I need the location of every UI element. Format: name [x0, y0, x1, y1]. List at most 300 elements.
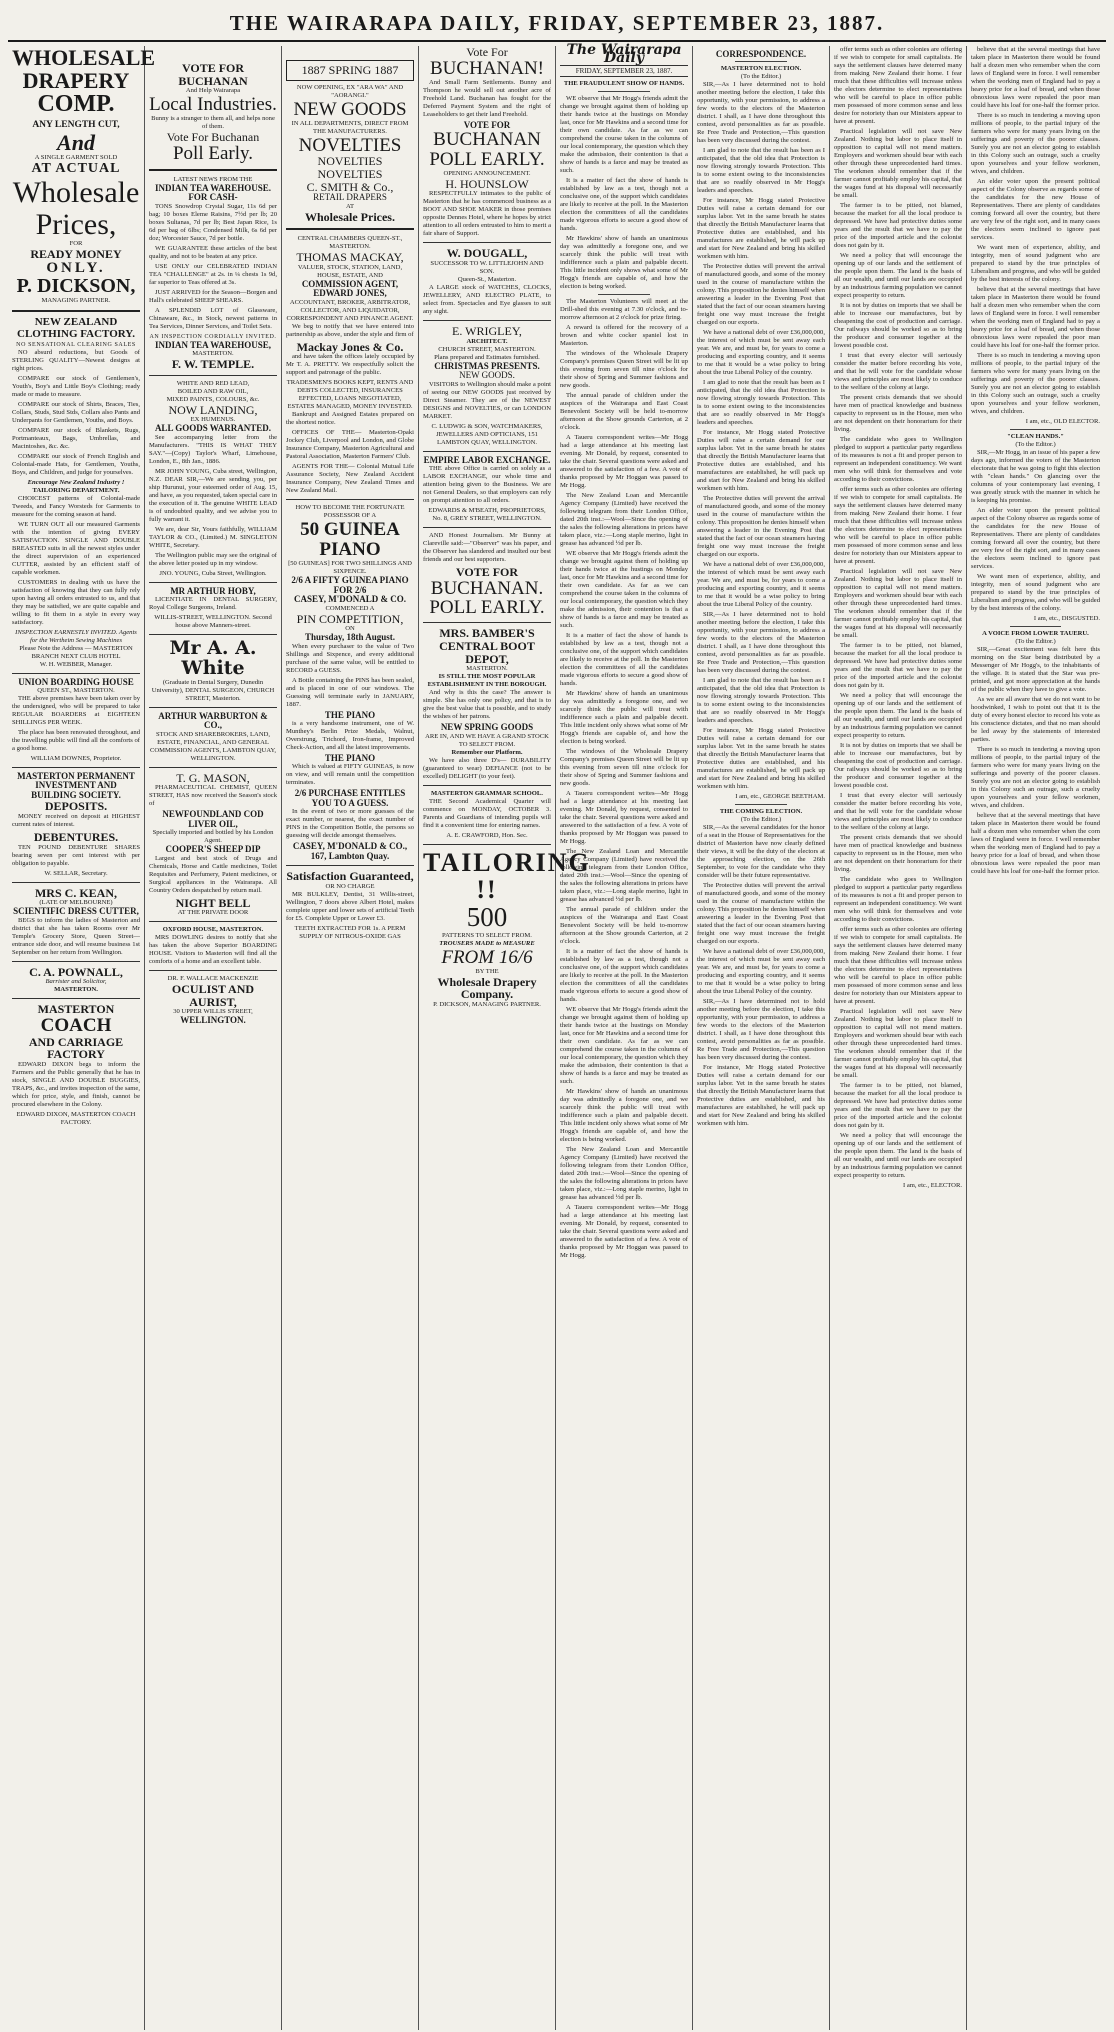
ad-only: ONLY.: [46, 259, 106, 276]
buchanan-2: BUCHANAN: [433, 128, 541, 150]
trousers-made: TROUSERS MADE to MEASURE: [439, 939, 535, 947]
paper-nameplate: The Wairarapa Daily: [566, 42, 682, 66]
news-windows: The windows of the Wholesale Drapery Company's premises Queen Street will be lit up this evening from seven till nine o'clock for their show of Spring and Summer fashions and new goods.: [560, 350, 688, 389]
wrigley-plans: Plans prepared and Estimates furnished.: [434, 353, 540, 361]
divider: [149, 169, 277, 171]
debentures-heading: DEBENTURES.: [33, 829, 119, 844]
lambton-quay: 167, Lambton Quay.: [310, 850, 390, 861]
letter2-para-1-repeat: The Protective duties will prevent the arrival of manufactured goods, and some of the money used in the course of manufacture within the colony. This proposition he denies himself when answering a leader in the Evening Post that stated that the fact of our ocean steamers having freight one way must increase the freight charged on our exports.: [697, 882, 825, 945]
news-parade-repeat: The annual parade of children under the auspices of the Wairarapa and East Coast Benevolent Society will be held to-morrow afternoon at the Show grounds Carterton, at 2 o'clock.: [560, 906, 688, 945]
disgusted-signoff: I am, etc., DISGUSTED.: [1033, 615, 1100, 622]
clothing-para-4: COMPARE our stock of Blankets, Rugs, Portmanteaux, Bags, Umbrellas, and Macintoshes, &c. &c.: [12, 426, 140, 450]
indian-tea-warehouse-2: INDIAN TEA WAREHOUSE,: [155, 339, 271, 350]
letter4-para-1: believe that at the several meetings that have taken place in Masterton there would be found half a dozen men who remember when the corn laws of England were in force. I well remember when the working men of England had to pay a heavy price for a loaf of bread, and when those obnoxious laws were repealed the poor man could have his loaf for one-half the former price.: [971, 46, 1100, 109]
mason-heading: T. G. MASON,: [176, 770, 250, 785]
kean-sub: (LATE OF MELBOURNE): [39, 899, 113, 907]
letter3-para-9: The candidate who goes to Wellington pledged to support a particular party regardless of its measures is not a fit and proper person to represent an independent constituency. We want men who will think for themselves and vote according to their convictions.: [834, 436, 962, 483]
vote-for-2: VOTE FOR: [463, 119, 511, 130]
news-volunteers: The Masterton Volunteers will meet at the Drill-shed this evening at 7.30 o'clock, and to-morrow afternoon at 2 o'clock for prize firing.: [560, 298, 688, 321]
boiled-raw-oil: BOILED AND RAW OIL,: [177, 387, 249, 395]
architect: ARCHITECT.: [466, 337, 508, 345]
hounslow-para: RESPECTFULLY intimates to the public of Masterton that he has commenced business as a BOOT AND SHOE MAKER in those premises opposite Dennes Hotel, where he hopes by strict attention to all orders entrusted to him to merit a fair share of Support.: [423, 190, 551, 238]
pin-competition: PIN COMPETITION,: [296, 611, 404, 626]
ad-and: And: [57, 130, 95, 156]
clean-hands-para-repeat: An elder voter upon the present political aspect of the Colony observe as regards some of the candidates for the new House of Representatives. There are plenty of candidates coming forward all over the country, but there are very few of the right sort, and in many cases the electors seem inclined to ignore past services.: [971, 507, 1100, 570]
mackay-heading: THOMAS MACKAY,: [296, 250, 404, 265]
inspection-cordially: AN INSPECTION CORDIALLY INVITED.: [149, 333, 277, 340]
letter3-para-2-repeat-2: Practical legislation will not save New Zealand. Nothing but labor to place itself in opposition to capital will not mend matters. Employers and workmen should bear with each other through these unprecedented hard times. The workmen should remember that if the farmer cannot profitably employ his capital, that the wages fund at his disposal will necessarily be small.: [834, 1008, 962, 1079]
vote-for-3: VOTE FOR: [455, 564, 519, 579]
tea-para-4: JUST ARRIVED for the Season—Borgen and Hall's celebrated SHEEP SHEARS.: [149, 288, 277, 304]
coopers-sheep-dip: COOPER'S SHEEP DIP: [165, 844, 261, 855]
letter1-para-4-repeat: For instance, Mr Hogg stated Protective Duties will raise a certain demand for our surplus labor. Yet in the same breath he states that directly the British Manufacturer learns that Protective duties are established, and his manufactures are established, he will pack up and start for New Zealand and bring his skilled workmen with him.: [697, 429, 825, 492]
retail-drapers: RETAIL DRAPERS: [313, 192, 387, 203]
divider: [12, 310, 140, 312]
letter4-para-4: We want men of experience, ability, and integrity, men of sound judgment who are prepared to stand by the true principles of Liberalism and progress, and who will be guided by the best interests of the colony.: [971, 244, 1100, 283]
the-piano-2: THE PIANO: [324, 753, 376, 763]
vote-for-buchanan-2: Vote For Buchanan: [166, 130, 260, 145]
hoby-para: LICENTIATE IN DENTAL SURGERY, Royal College Surgeons, Ireland.: [149, 596, 277, 612]
letter3-para-3: The farmer is to be pitied, not blamed, because the market for all the local produce is depressed. We have had protective duties some years and the result that we have to pay the price of the imported article and the colonist does not gain by it.: [834, 202, 962, 249]
dress-cutter-heading: SCIENTIFIC DRESS CUTTER,: [13, 906, 139, 917]
warranted-para-4: The Wellington public may see the original of the above letter posted up in my window.: [149, 551, 277, 567]
hoby-address: WILLIS-STREET, WELLINGTON. Second house above Manners-street.: [154, 614, 272, 630]
divider: [286, 499, 414, 500]
letter3-para-4-repeat: We need a policy that will encourage the opening up of our lands and the settlement of the people upon them. The land is the basis of all our wealth, and until our lands are occupied by an industrious farming population we cannot expect prosperity to return.: [834, 692, 962, 739]
ad-wholesale-word: Wholesale: [12, 176, 140, 210]
ludwig-para-1: VISITORS to Wellington should make a point of seeing our NEW GOODS just received by Direct Steamer. They are of the NEWEST DESIGNS and NOVELTIES, or can LONDON MARKET.: [423, 380, 551, 420]
divider: [12, 998, 140, 999]
pownall-town: MASTERTON.: [54, 986, 98, 994]
divider: [12, 767, 140, 768]
news-wool: The New Zealand Loan and Mercantile Agency Company (Limited) have received the following telegram from their London Office, dated 20th inst.:—Wool—Since the opening of the sales the following alterations in prices have taken place, viz.:—Long staple merino, light in grease has advanced ½d per lb.: [560, 492, 688, 547]
coach-heading-2: COACH: [40, 1014, 112, 1036]
smith-heading: C. SMITH & Co.,: [306, 179, 394, 194]
coach-heading-1: MASTERTON: [37, 1002, 115, 1017]
address-note: Please Note the Address — MASTERTON BRANCH NEXT CLUB HOTEL: [19, 644, 133, 660]
coming-election-heading: THE COMING ELECTION.: [719, 808, 803, 815]
divider: [12, 673, 140, 674]
all-goods-warranted: ALL GOODS WARRANTED.: [154, 423, 272, 434]
deposits-heading: DEPOSITS.: [44, 799, 108, 814]
patterns-select: PATTERNS TO SELECT FROM.: [442, 931, 532, 939]
tailoring-para-1: CHOICEST patterns of Colonial-made Tweeds, and Fancy Worsteds for Garments to measure for the coming season at hand.: [12, 494, 140, 518]
clean-hands-para-repeat-2: We want men of experience, ability, and integrity, men of sound judgment who are prepared to stand by the true principles of Liberalism and progress, and who will be guided by the best interests of the colony.: [971, 573, 1100, 612]
divider: [149, 634, 277, 635]
news-parade: The annual parade of children under the auspices of the Wairarapa and East Coast Benevolent Society will be held to-morrow afternoon at the Show grounds Carterton, at 2 o'clock.: [560, 392, 688, 431]
tea-para-2: WE GUARANTEE these articles of the best quality, and not to be beaten at any price.: [149, 244, 277, 260]
pownall-title: Barrister and Solicitor,: [45, 978, 107, 986]
letter4-para-3: An elder voter upon the present political aspect of the Colony observe as regards some of the candidates for the new House of Representatives. There are plenty of candidates coming forward all over the country, but there are very few of the right sort, and in many cases the electors seem inclined to ignore past services.: [971, 178, 1100, 241]
letter1-para-5-repeat: The Protective duties will prevent the arrival of manufactured goods, and some of the money used in the course of manufacture within the colony. This proposition he denies himself when answering a leader in the Evening Post that stated that the fact of our ocean steamers having freight one way must increase the freight charged on our exports.: [697, 495, 825, 558]
night-bell: NIGHT BELL: [175, 895, 251, 910]
purchase-entitles: 2/6 PURCHASE ENTITLES YOU TO A GUESS.: [294, 788, 406, 808]
thursday-18th: Thursday, 18th August.: [304, 632, 396, 643]
ad-single-garment: A SINGLE GARMENT SOLD: [34, 154, 118, 162]
editorial-para-2: It is a matter of fact the show of hands is established by law as a test, though not a conclusive one, of the support which candidates are likely to receive at the poll. In the Masterton election the committees of all the candidates made vigorous efforts to secure a good show of hands.: [560, 177, 688, 232]
agents-para: AGENTS FOR THE— Colonial Mutual Life Assurance Society, New Zealand Accident Insurance Company, New Zealand Times and New Zealand Mail.: [286, 463, 414, 495]
new-goods-2: NEW GOODS.: [459, 370, 515, 381]
mason-para-2: Specially imported and bottled by his London Agent.: [152, 829, 274, 845]
fifty-guineas: [50 GUINEAS] FOR TWO SHILLINGS AND SIXPENCE.: [288, 560, 412, 576]
letter3-para-3-repeat-2: The farmer is to be pitied, not blamed, because the market for all the local produce is depressed. We have had protective duties some years and the result that we have to pay the price of the imported article and the colonist does not gain by it.: [834, 1082, 962, 1129]
ad-drapery-heading: DRAPERY: [22, 68, 130, 94]
ad-any-length: ANY LENGTH CUT,: [32, 120, 120, 131]
letter3-para-4: We need a policy that will encourage the opening up of our lands and the settlement of the people upon them. The land is the basis of all our wealth, and until our lands are occupied by an industrious farming population we cannot expect prosperity to return.: [834, 252, 962, 299]
small-farm-para: And Small Farm Settlements. Bunny and Thompson he would sell out another acre of Freehold Land. Buchanan has fought for the Deferred Payment System and the right of Leaseholders to get their land Freehold.: [423, 78, 551, 118]
letter3-para-7: The present crisis demands that we should have men of practical knowledge and business capacity to represent us in the House, men who are not dependent on their honorarium for their living.: [834, 394, 962, 433]
divider: [149, 970, 277, 971]
piano-para-3: In the event of two or more guesses of the exact number, or nearest, the exact number of PINS in the Competition Bottle, the persons so guessing will decide amongst themselves.: [286, 808, 414, 840]
divider: [149, 921, 277, 922]
divider: [423, 527, 551, 528]
pin-para-2: A Bottle containing the PINS has been sealed, and is placed in one of our windows. The Guessing will terminate early in JANUARY, 1887.: [286, 676, 414, 708]
divider: [12, 961, 140, 962]
crawford: A. E. CRAWFORD, Hon. Sec.: [446, 831, 528, 839]
ad-at-actual: AT ACTUAL: [31, 161, 121, 177]
for-cash: FOR CASH-: [188, 192, 238, 203]
local-industries: Local Industries.: [149, 94, 277, 116]
temple-heading: F. W. TEMPLE.: [171, 356, 255, 371]
divider: [1010, 626, 1062, 627]
mackay-jones-heading: Mackay Jones & Co.: [296, 339, 404, 354]
letter4-para-2: There is so much in tendering a moving upon millions of people, to the partial injury of the farmers who were for many years living on the sufferings and poverty of the poorer classes. Surely you are not an elector going to establish in this Colony such an outrage, such a cruelty upon yourselves and your fellow workmen, wives, and children.: [971, 112, 1100, 175]
letter1-para-5: We have a national debt of over £36,000,000, the interest of which must be sent away each year. We are, and must be, for years to come a producing and exporting country, and it seems to me that it would be a wise policy to bring about the true Liberal Policy of the country.: [697, 329, 825, 376]
ad-for: FOR: [69, 240, 83, 248]
deposits-para: MONEY received on deposit at HIGHEST current rates of interest.: [12, 812, 140, 828]
three-ds: We have also three D's— DURABILITY (guaranteed to wear) DEFIANCE (not to be excelled) DELIGHT (to your feet).: [423, 756, 551, 780]
clothing-para-1: NO absurd reductions, but Goods of STERLING QUALITY—Newest designs at right prices.: [12, 348, 140, 372]
no-sensational-sales: NO SENSATIONAL CLEARING SALES: [16, 341, 136, 348]
vote-for-heading: Vote For: [466, 45, 508, 59]
dixon-para: EDWARD DIXON begs to inform the Farmers and the Public generally that he has in stock, SINGLE AND DOUBLE BUGGIES, TRAPS, &c., and invites inspection of the same, which for price, style, and finish, cannot be procured elsewhere in the Colony.: [12, 1060, 141, 1108]
to-editor-4: (To the Editor.): [1015, 638, 1056, 645]
ad-dickson: P. DICKSON,: [16, 275, 136, 298]
oculist-wellington: WELLINGTON.: [180, 1015, 246, 1026]
hounslow-heading: H. HOUNSLOW: [445, 176, 529, 191]
from-16-6: FROM 16/6: [441, 946, 533, 968]
at-word: AT: [345, 202, 355, 210]
dowling-para: MRS DOWLING desires to notify that she has taken the above Superior BOARDING HOUSE. Visitors to Masterton will find all the comforts of a home and an excellent table.: [149, 934, 277, 966]
dixon-signoff: EDWARD DIXON, MASTERTON COACH FACTORY.: [16, 1110, 136, 1126]
pin-para-1: When every purchaser to the value of Two Shillings and Sixpence, and every additional purchase of the same value, will be entitled to RECORD a GUESS.: [286, 642, 414, 674]
letter4-para-1-repeat: believe that at the several meetings that have taken place in Masterton there would be found half a dozen men who remember when the corn laws of England were in force. I well remember when the working men of England had to pay a heavy price for a loaf of bread, and when those obnoxious laws were repealed the poor man could have his loaf for one-half the former price.: [971, 286, 1100, 349]
tradesmen-para: TRADESMEN'S BOOKS KEPT, RENTS AND DEBTS COLLECTED, INSURANCES EFFECTED, LOANS NEGOTIATED, ESTATES MANAGED, MONEY INVESTED.: [286, 379, 414, 411]
letter3-para-2: Practical legislation will not save New Zealand. Nothing but labor to place itself in opposition to capital will not mend matters. Employers and workmen should bear with each other through these unprecedented hard times. The workmen should remember that if the farmer cannot profitably employ his capital, that the wages fund at his disposal will necessarily be small.: [834, 128, 962, 199]
editorial-para-1: WE observe that Mr Hogg's friends admit the change we brought against them of holding up their hands twice at the hustings on Monday last, once for Mr Hawkins and a second time for their own candidate. As far as we can comprehend the course taken in the columns of our local contemporary, the question which they make the admission, their contention is that a show of hands is a farce and may be treated as such.: [560, 95, 688, 174]
how-to-become: HOW TO BECOME THE FORTUNATE POSSESSOR OF A: [295, 504, 405, 520]
encourage-nz-industry: Encourage New Zealand Industry !: [27, 478, 125, 486]
spring-1887-heading: 1887 SPRING 1887: [286, 60, 414, 81]
novelties-sub: NOVELTIES NOVELTIES: [317, 154, 383, 182]
letter2-para-2-repeat: We have a national debt of over £36,000,000, the interest of which must be sent away each year. We are, and must be, for years to come a producing and exporting country, and it seems to me that it would be a wise policy to bring about the true Liberal Policy of the country.: [697, 948, 825, 995]
oculist-heading: OCULIST AND AURIST,: [171, 982, 255, 1009]
opening-announcement: OPENING ANNOUNCEMENT.: [443, 169, 531, 177]
mason-para-3: Largest and best stock of Drugs and Chemicals, Horse and Cattle medicines, Toilet Requisites and Perfumery, Patent medicines, or Surgical appliances in the Wairarapa. All Country Orders despatched by return mail.: [149, 854, 277, 894]
help-wairarapa: And Help Wairarapa: [185, 87, 241, 95]
letter3-para-5: It is not by duties on imports that we shall be able to increase our manufactures, but by cheapening the cost of production and carriage. Our railways should be worked so as to bring the producer and consumer together at the lowest possible cost.: [834, 302, 962, 349]
divider: [149, 582, 277, 583]
divider: [423, 451, 551, 452]
five-hundred: 500: [466, 902, 508, 933]
letter3-para-6-repeat: I trust that every elector will seriously consider the matter before recording his vote, and that he will vote for the candidate whose views and principles are most likely to conduce to the welfare of the colony at large.: [834, 792, 962, 831]
inspection-invited: INSPECTION EARNESTLY INVITED. Agents for the Wertheim Sewing Machines: [15, 628, 137, 644]
warranted-para-3: We are, dear Sir, Yours faithfully, WILLIAM TAYLOR & CO., (Limited.) M. SINGLETON WHITE, Secretary.: [149, 525, 277, 549]
taueru-para-1: SIR,—Great excitement was felt here this morning on the Star being distributed by a Messenger of Mr Hogg's, to the inhabitants of the village. It is stated that the Star was pre-printed, and got more appreciation at the hands of the public when they have to give a vote.: [971, 646, 1100, 693]
letter3-para-9-repeat: The candidate who goes to Wellington pledged to support a particular party regardless of its measures is not a fit and proper person to represent an independent constituency. We want men who will think for themselves and vote according to their convictions.: [834, 876, 962, 923]
news-taueru: A Taueru correspondent writes—Mr Hogg had a large attendance at his meeting last evening. Mr Donald, by request, consented to take the chair. Several questions were asked and answered to the satisfaction of a few. A vote of thanks proposed by Mr Hoggan was passed to Mr Hogg.: [560, 434, 688, 489]
editorial-para-4-repeat: It is a matter of fact the show of hands is established by law as a test, though not a conclusive one, of the support which candidates are likely to receive at the poll. In the Masterton election the committees of all the candidates made vigorous efforts to secure a good show of hands.: [560, 948, 688, 1003]
poll-early-2: POLL EARLY.: [429, 148, 545, 170]
building-society-heading: MASTERTON PERMANENT INVESTMENT AND BUILDING SOCIETY.: [17, 771, 135, 800]
letter1-para-2-repeat: I am glad to note that the result has been as I anticipated, that the old idea that Protection is now flowing strongly towards Protection. This is to some extent owing to the inconsistencies that are so readily observed in Mr Hogg's leaders and speeches.: [697, 379, 825, 426]
letter1-para-1: SIR,—As I have determined not to hold another meeting before the election, I take this opportunity, with your permission, to address a few words to the electors of the Masterton district. I shall, as I have done throughout this contest, avoid personalities as far as possible. Re Free Trade and Protection,—This question has been very discussed during the contest.: [697, 81, 825, 144]
letter3-para-4-repeat-2: We need a policy that will encourage the opening up of our lands and the settlement of the people upon them. The land is the basis of all our wealth, and until our lands are occupied by an industrious farming population we cannot expect prosperity to return.: [834, 1132, 962, 1179]
bamber-town: MASTERTON.: [466, 665, 508, 673]
debentures-para: TEN POUND DEBENTURE SHARES bearing seven per cent interest with per obligation to payable.: [12, 843, 140, 867]
offices-para: OFFICES OF THE— Masterton-Opaki Jockey Club, Liverpool and London, and Globe Insurance Company, Masterton Agricultural and Pastoral Association, Masterton Farmers' Club.: [286, 429, 414, 461]
warburton-details: STOCK AND SHAREBROKERS, LAND, ESTATE, FINANCIAL, AND GENERAL COMMISSION AGENTS, LAMBTON QUAY, WELLINGTON.: [149, 730, 277, 762]
column-7: [830, 46, 967, 2030]
cod-liver-oil: NEWFOUNDLAND COD LIVER OIL,: [162, 809, 264, 829]
to-editor-2: (To the Editor.): [740, 816, 782, 823]
old-elector-signoff: I am, etc., OLD ELECTOR.: [1025, 418, 1100, 425]
beetham-signoff: I am, etc., GEORGE BEETHAM.: [735, 793, 825, 800]
divider: [1010, 429, 1062, 430]
dougall-para: A LARGE stock of WATCHES, CLOCKS, JEWELLERY, AND ELECTRO PLATE, to select from. Spectacles and Eye glasses to suit any sight.: [423, 284, 551, 316]
most-popular: IS STILL THE MOST POPULAR ESTABLISHMENT IN THE BOROUGH.: [427, 673, 547, 689]
taueru-para-2: As we are all aware that we do not want to be hoodwinked, I wish to point out that it is the duty of every honest elector to record his vote as his conscience dictates, and that no man should be led away by the statements of interested parties.: [971, 696, 1100, 743]
central-chambers: CENTRAL CHAMBERS QUEEN-ST., MASTERTON.: [297, 235, 403, 251]
clean-hands-heading: "CLEAN HANDS.": [1007, 433, 1064, 440]
elector-signoff: I am, etc., ELECTOR.: [902, 1182, 962, 1189]
divider: [149, 767, 277, 768]
poll-early-3: POLL EARLY.: [429, 597, 545, 619]
tea-para-1: TONS Snowdrop Crystal Sugar, 11s 6d per bag; 10 boxes Eleme Raisins, 7½d per lb; 20 boxes Sultanas, 7d per lb; Best Japan Rice, 1s 6d per bag of 6lbs; Condensed Milk, 6s 6d per doz; Worcester Sauce, 7d per bottle.: [149, 202, 277, 242]
column-5: [556, 42, 693, 2030]
letter2-para-1: SIR,—As the several candidates for the honor of a seat in the House of Representatives for the district of Masterton have now clearly defined their views, it will be the duty of the electors at the approaching election, on the 26th September, to vote for the candidate who they consider will be their future representative.: [697, 824, 825, 879]
taueru-para-3: There is so much in tendering a moving upon millions of people, to the partial injury of the farmers who were for many years living on the sufferings and poverty of the poorer classes. Surely you are not an elector going to establish in this Colony such an outrage, such a cruelty upon yourselves and your fellow workmen, wives, and children.: [971, 746, 1100, 809]
clean-hands-para: SIR,—Mr Hogg, in an issue of his paper a few days ago, informed the voters of the Masterton electorate that he was going to fight this election with "clean hands." On glancing over the columns of your contemporary last evening, I was greatly struck with the manner in which he is keeping his promise.: [971, 449, 1100, 504]
divider: [423, 242, 551, 243]
columns-container: [8, 42, 1106, 2030]
column-4: [419, 45, 591, 2030]
poll-early: Poll Early.: [172, 142, 254, 164]
mixed-paints: MIXED PAINTS, COLOURS, &c.: [166, 395, 260, 403]
new-spring-goods: NEW SPRING GOODS: [440, 722, 534, 733]
clothing-para-5: COMPARE our stock of French English and Colonial-made Hats, for Gentlemen, Youths, Boys, and Children, and judge for yourselves.: [12, 452, 140, 476]
correspondence-heading: CORRESPONDENCE.: [715, 49, 807, 59]
grand-stock: ARE IN, AND WE HAVE A GRAND STOCK TO SELECT FROM.: [425, 732, 549, 748]
piano-para-1: is a very handsome instrument, one of W. Munthey's Berlin Prize Medals, Walnut, Overstrung, Trichord, Iron-frame, Improved Check-Action, and all the latest improvements.: [286, 720, 414, 751]
partnership-para: We beg to notify that we have entered into partnership as above, under the style and firm of: [286, 322, 414, 338]
jones-sub: ACCOUNTANT, BROKER, ARBITRATOR, COLLECTOR, AND LIQUIDATOR, CORRESPONDENT AND FINANCE AGENT.: [286, 298, 414, 322]
ad-managing-partner: MANAGING PARTNER.: [41, 297, 111, 305]
kean-para: BEGS to inform the ladies of Masterton and district that she has taken Rooms over Mr Temple's Grocery Store, Queen Street—entrance side door, and will resume business 1st September on her return from Wellington.: [12, 916, 140, 956]
empire-para: THE above Office is carried on solely as a LABOR EXCHANGE, our whole time and attention being given to the Business. We are not General Dealers, so that employers can rely on prompt attention to all orders.: [423, 464, 551, 504]
divider: [598, 294, 649, 295]
news-taueru-repeat-2: A Taueru correspondent writes—Mr Hogg had a large attendance at his meeting last evening. Mr Donald, by request, consented to take the chair. Several questions were asked and answered to the satisfaction of a few. A vote of thanks proposed by Mr Hoggan was passed to Mr Hogg.: [560, 1204, 688, 1259]
wrigley-address: CHURCH STREET, MASTERTON.: [438, 345, 536, 353]
ludwig-para-2: C. LUDWIG & SON, WATCHMAKERS, JEWELLERS AND OPTICIANS, 151 LAMBTON QUAY, WELLINGTON.: [431, 422, 543, 446]
bankrupt-para: Bankrupt and Assigned Estates prepared on the shortest notice.: [286, 411, 414, 427]
letter4-para-2-repeat: There is so much in tendering a moving upon millions of people, to the partial injury of the farmers who were for many years living on the sufferings and poverty of the poorer classes. Surely you are not an elector going to establish in this Colony such an outrage, such a cruelty upon yourselves and your fellow workmen, wives, and children.: [971, 352, 1100, 415]
bamber-heading: MRS. BAMBER'S: [439, 626, 535, 641]
letter3-para-3-repeat: The farmer is to be pitied, not blamed, because the market for all the local produce is depressed. We have had protective duties some years and the result that we have to pay the price of the imported article and the colonist does not gain by it.: [834, 642, 962, 689]
letter2-para-4-repeat: For instance, Mr Hogg stated Protective Duties will raise a certain demand for our surplus labor. Yet in the same breath he states that directly the British Manufacturer learns that Protective duties are established, and his manufactures are established, he will pack up and start for New Zealand and bring his skilled workmen with him.: [697, 1064, 825, 1127]
buchanan-exclaim: BUCHANAN!: [430, 57, 544, 79]
letter3-para-5-repeat: It is not by duties on imports that we shall be able to increase our manufactures, but by cheapening the cost of production and carriage. Our railways should be worked so as to bring the producer and consumer together at the lowest possible cost.: [834, 742, 962, 789]
white-dentist-heading: Mr A. A. White: [169, 637, 257, 679]
satisfaction-guaranteed: Satisfaction Guaranteed,: [286, 869, 414, 884]
letter3-para-1: offer terms such as other colonies are offering if we wish to compete for small capitalists. He says the settlement clauses have deterred many from making New Zealand their home. I fear much that these difficulties will increase unless the electors determine to elect representatives who will be careful to place in office public men possessed of more common sense and less desire for notoriety than our Ministers appear to have at present.: [834, 46, 962, 125]
bulkley-para: MR BULKLEY, Dentist, 31 Willis-street, Wellington, 7 doors above Albert Hotel, makes complete upper and lower sets of artificial Teeth for £5. Complete Upper or Lower £3.: [286, 890, 414, 922]
tailoring-heading: TAILORING !!: [423, 847, 591, 904]
news-wool-repeat-2: The New Zealand Loan and Mercantile Agency Company (Limited) have received the following telegram from their London Office, dated 20th inst.:—Wool—Since the opening of the sales the following alterations in prices have taken place, viz.:—Long staple merino, light in grease has advanced ½d per lb.: [560, 1146, 688, 1201]
empire-labor-heading: EMPIRE LABOR EXCHANGE.: [423, 454, 551, 465]
white-details: (Graduate in Dental Surgery, Dunedin University), DENTAL SURGEON, CHURCH STREET, Masterton.: [151, 678, 275, 702]
divider: [735, 61, 786, 62]
tea-para-5: A SPLENDID LOT of Glassware, Chinaware, &c., in Stock, newest patterns in Tea Services, Dinner Services, and Toilet Sets.: [149, 306, 277, 330]
white-red-lead: WHITE AND RED LEAD,: [176, 379, 250, 387]
bunny-stranger: Bunny is a stranger to them all, and helps none of them.: [151, 115, 275, 131]
editorial-para-5-repeat: WE observe that Mr Hogg's friends admit the change we brought against them of holding up their hands twice at the hustings on Monday last, once for Mr Hawkins and a second time for their own candidate. As far as we can comprehend the course taken in the columns of our local contemporary, the question which they make the admission, their contention is that a show of hands is a farce and may be treated as such.: [560, 1006, 688, 1085]
editorial-para-6-repeat: Mr Hawkins' show of hands an unanimous day was admittedly a foregone one, and we scarcely think the public will treat with indifference such a plain and palpable deceit. This little incident only shows what some of Mr Hogg's friends are capable of, and how the election is being worked.: [560, 1088, 688, 1143]
ex-humenus: EX HUMENUS.: [190, 416, 236, 424]
editorial-para-2-repeat: It is a matter of fact the show of hands is established by law as a test, though not a conclusive one, of the support which candidates are likely to receive at the poll. In the Masterton election the committees of all the candidates made vigorous efforts to secure a good show of hands.: [560, 632, 688, 687]
letter2-para-3-repeat: SIR,—As I have determined not to hold another meeting before the election, I take this opportunity, with your permission, to address a few words to the electors of the Masterton district. I shall, as I have done throughout this contest, avoid personalities as far as possible. Re Free Trade and Protection,—This question has been very discussed during the contest.: [697, 998, 825, 1061]
wrigley-heading: E. WRIGLEY,: [452, 324, 522, 339]
masthead: [8, 0, 1106, 42]
mackay-sub: VALUER, STOCK, STATION, LAND, HOUSE, ESTATE, AND: [297, 263, 403, 279]
divider: [149, 375, 277, 376]
taueru-para-4: believe that at the several meetings that have taken place in Masterton there would be found half a dozen men who remember when the corn laws of England were in force. I well remember when the working men of England had to pay a heavy price for a loaf of bread, and when those obnoxious laws were repealed the poor man could have his loaf for one-half the former price.: [971, 812, 1100, 875]
clothing-para-2: COMPARE our stock of Gentlemen's, Youth's, Boy's and Little Boy's Clothing; ready made or made to measure.: [12, 374, 140, 398]
warranted-para-1: See accompanying letter from the Manufacturers. "THIS IS WHAT THEY SAY."—(Copy) Taylor's Wharf, Limehouse, London, E., 8th Jan., 1886.: [149, 433, 277, 465]
ad-prices: Prices,: [35, 207, 117, 241]
edward-jones: EDWARD JONES,: [313, 288, 387, 299]
ad-company-heading: COMP.: [37, 91, 115, 118]
tea-para-3: USE ONLY our CELEBRATED INDIAN TEA "CHALLENGE" at 2s. in ¼ chests 1s 9d, far superior to Teas offered at 3s.: [149, 262, 277, 286]
editorial-para-1-repeat: WE observe that Mr Hogg's friends admit the change we brought against them of holding up their hands twice at the hustings on Monday last, once for Mr Hawkins and a second time for their own candidate. As far as we can comprehend the course taken in the columns of our local contemporary, the question which they make the admission, their contention is that a show of hands is a farce and may be treated as such.: [560, 550, 688, 629]
by-the: BY THE: [475, 967, 499, 975]
divider: [286, 228, 414, 230]
union-address: QUEEN ST., MASTERTON.: [37, 687, 115, 694]
editorial-para-3-repeat: Mr Hawkins' show of hands an unanimous day was admittedly a foregone one, and we scarcely think the public will treat with indifference such a plain and palpable deceit. This little incident only shows what some of Mr Hogg's friends are capable of, and how the election is being worked.: [560, 690, 688, 745]
mackenzie: DR. F. WALLACE MACKENZIE: [167, 975, 259, 983]
column-2: [145, 46, 282, 2030]
letter3-para-2-repeat: Practical legislation will not save New Zealand. Nothing but labor to place itself in opposition to capital will not mend matters. Employers and workmen should bear with each other through these unprecedented hard times. The workmen should remember that if the farmer cannot profitably employ his capital, that the wages fund at his disposal will necessarily be small.: [834, 568, 962, 639]
letter1-para-6-repeat: We have a national debt of over £36,000,000, the interest of which must be sent away each year. We are, and must be, for years to come a producing and exporting country, and it seems to me that it would be a wise policy to bring about the true Liberal Policy of the country.: [697, 561, 825, 608]
union-para-2: The place has been renovated throughout, and the travelling public will find all the comforts of a good home.: [12, 729, 140, 752]
latest-news: LATEST NEWS FROM THE: [173, 175, 253, 183]
divider: [598, 91, 649, 92]
column-6: [693, 46, 830, 2030]
letter1-para-7-repeat: SIR,—As I have determined not to hold another meeting before the election, I take this opportunity, with your permission, to address a few words to the electors of the Masterton district. I shall, as I have done throughout this contest, avoid personalities as far as possible. Re Free Trade and Protection,—This question has been very discussed during the contest.: [697, 611, 825, 674]
letter3-para-6: I trust that every elector will seriously consider the matter before recording his vote, and that he will vote for the candidate whose views and principles are most likely to conduce to the welfare of the colony at large.: [834, 352, 962, 391]
letter1-para-4: The Protective duties will prevent the arrival of manufactured goods, and some of the money used in the course of manufacture within the colony. This proposition he denies himself when answering a leader in the Evening Post that stated that the fact of our ocean steamers having freight one way must increase the freight charged on our exports.: [697, 263, 825, 326]
divider: [735, 804, 786, 805]
casey-heading-2: CASEY, M'DONALD & CO.,: [292, 841, 408, 852]
wholesale-prices: Wholesale Prices.: [305, 209, 395, 224]
letter1-para-3: For instance, Mr Hogg stated Protective Duties will raise a certain demand for our surplus labor. Yet in the same breath he states that directly the British Manufacturer learns that Protective duties are established, and his manufactures are established, he will pack up and start for New Zealand and bring his skilled workmen with him.: [697, 197, 825, 260]
news-reward: A reward is offered for the recovery of a brown and white cocker spaniel lost in Masterton.: [560, 324, 688, 347]
news-windows-repeat: The windows of the Wholesale Drapery Company's premises Queen Street will be lit up this evening from seven till nine o'clock for their show of Spring and Summer fashions and new goods.: [560, 748, 688, 787]
teeth-extracted: TEETH EXTRACTED FOR 1s. A PERM SUPPLY OF NITROUS-OXIDE GAS: [294, 924, 406, 940]
tailoring-para-2: WE TURN OUT all our measured Garments with the intention of giving EVERY SATISFACTION. SINGLE AND DOUBLE BREASTED suits in all the newest styles under the direct supervision of an experienced CUTTER, assisted by an efficient staff of capable workmen.: [12, 520, 140, 576]
bamber-para: And why is this the case? The answer is simple. She has only one policy, and that is to give the best value that is possible, and to study the wishes of her patrons.: [423, 689, 551, 721]
union-boarding-heading: UNION BOARDING HOUSE: [18, 676, 134, 687]
boot-depot: CENTRAL BOOT DEPOT,: [439, 639, 535, 666]
on-word: ON: [345, 625, 355, 633]
issue-date: FRIDAY, SEPTEMBER 23, 1887.: [560, 65, 688, 77]
nz-clothing-factory-heading: NEW ZEALAND CLOTHING FACTORY.: [17, 316, 135, 341]
indian-tea-heading: INDIAN TEA WAREHOUSE.: [155, 182, 271, 193]
wholesale-drapery-co: Wholesale Drapery Company.: [437, 974, 537, 1002]
divider: [286, 865, 414, 866]
mackay-jones-para: and have taken the offices lately occupied by Mr T. A. PRETTY. We respectfully solicit the support and patronage of the public.: [286, 353, 414, 377]
remember-platform: Remember our Platform.: [451, 748, 523, 756]
all-departments: IN ALL DEPARTMENTS, DIRECT FROM THE MANUFACTURERS.: [291, 119, 409, 135]
oculist-address: 30 UPPER WILLIS STREET,: [173, 1008, 253, 1016]
casey-heading-1: CASEY, M'DONALD & CO.: [294, 594, 406, 605]
fraudulent-show-heading: THE FRAUDULENT SHOW OF HANDS.: [563, 80, 685, 87]
divider: [149, 707, 277, 708]
masterton-election-heading: MASTERTON ELECTION.: [720, 65, 802, 72]
carriage-factory-heading: AND CARRIAGE FACTORY: [28, 1034, 124, 1062]
grammar-para: THE Second Academical Quarter will commence on MONDAY, OCTOBER 3. Parents and Guardians of intending pupils will find it a convenient time for entering names.: [423, 797, 551, 829]
tailoring-para-3: CUSTOMERS in dealing with us have the satisfaction of knowing that they can fully rely upon having all orders entrusted to us, and that they may be satisfied, we are quite capable and willing to fit them in a style in every way satisfactory.: [12, 578, 140, 626]
now-opening: NOW OPENING, EX "ARA WA" AND "AORANGI.": [296, 83, 404, 99]
divider: [423, 785, 551, 786]
commenced-a: COMMENCED A: [325, 604, 375, 612]
edwards-beath: EDWARDS & M'BEATH, PROPRIETORS, No. 8, GREY STREET, WELLINGTON.: [428, 506, 546, 522]
mason-para-1: PHARMACEUTICAL CHEMIST, QUEEN STREET, HAS now received the Season's stock of: [149, 784, 277, 808]
ad-ready-money: READY MONEY: [30, 247, 122, 262]
dougall-heading: W. DOUGALL,: [446, 246, 528, 261]
now-landing: NOW LANDING,: [168, 402, 258, 417]
guinea-piano-heading: 50 GUINEA PIANO: [300, 519, 400, 561]
divider: [423, 320, 551, 321]
commission-agent: COMMISSION AGENT,: [301, 278, 399, 289]
kean-heading: MRS C. KEAN,: [34, 885, 117, 900]
tailoring-dept-heading: TAILORING DEPARTMENT.: [32, 486, 120, 494]
union-para-1: THE above premises have been taken over by the undersigned, who will be prepared to take REGULAR BOARDERS at EIGHTEEN SHILLINGS PER WEEK.: [12, 695, 140, 726]
warburton-heading: ARTHUR WARBURTON & CO.,: [158, 710, 268, 731]
clothing-para-3: COMPARE our stock of Shirts, Braces, Ties, Collars, Studs, Stud Stds, Collars also Pants and Underpants for Gentlemen, Youths, and Boys.: [12, 400, 140, 424]
letter1-para-8-repeat: I am glad to note that the result has been as I anticipated, that the old idea that Protection is now flowing strongly towards Protection. This is to some extent owing to the inconsistencies that are so readily observed in Mr Hogg's leaders and speeches.: [697, 677, 825, 724]
letter1-para-9-repeat: For instance, Mr Hogg stated Protective Duties will raise a certain demand for our surplus labor. Yet in the same breath he states that directly the British Manufacturer learns that Protective duties are established, and his manufactures are established, he will pack up and start for New Zealand and bring his skilled workmen with him.: [697, 727, 825, 790]
column-8: [967, 46, 1104, 2030]
ad-wholesale-heading: WHOLESALE: [12, 45, 156, 70]
novelties-heading: NOVELTIES: [298, 134, 402, 156]
warranted-para-2: MR JOHN YOUNG, Cuba street, Wellington, N.Z. DEAR SIR,—We are sending you, per ship Hurunui, your esteemed order of Aug. 15, and have, as you requested, taken special care in the execution of it. The genuine WHITE LEAD is of undoubted quality, and we advise you to fully warrant it.: [149, 467, 277, 523]
oxford-house: OXFORD HOUSE, MASTERTON.: [162, 926, 264, 934]
webber-signoff: W. H. WEBBER, Manager.: [39, 660, 113, 668]
no-charge: OR NO CHARGE: [325, 882, 375, 890]
divider: [423, 844, 551, 845]
pownall-heading: C. A. POWNALL,: [29, 964, 123, 979]
letter3-para-7-repeat: The present crisis demands that we should have men of practical knowledge and business capacity to represent us in the House, men who are not dependent on their honorarium for their living.: [834, 834, 962, 873]
column-1: [8, 45, 156, 2030]
private-door: AT THE PRIVATE DOOR: [177, 909, 249, 917]
christmas-presents: CHRISTMAS PRESENTS.: [434, 360, 540, 371]
to-editor-1: (To the Editor.): [740, 73, 782, 80]
honest-journalism: AND Honest Journalism. Mr Bunny at Clareville said:—"Observer" was his paper, and the Observer has slandered and insulted our best friends and our best supporters.: [423, 531, 551, 563]
news-taueru-repeat: A Taueru correspondent writes—Mr Hogg had a large attendance at his meeting last evening. Mr Donald, by request, consented to take the chair. Several questions were asked and answered to the satisfaction of a few. A vote of thanks proposed by Mr Hoggan was passed to Mr Hogg.: [560, 790, 688, 845]
editorial-para-3: Mr Hawkins' show of hands an unanimous day was admittedly a foregone one, and we scarcely think the public will treat with indifference such a plain and palpable deceit. This little incident only shows what some of Mr Hogg's friends are capable of, and how the election is being worked.: [560, 235, 688, 290]
new-goods-heading: NEW GOODS: [293, 98, 407, 120]
